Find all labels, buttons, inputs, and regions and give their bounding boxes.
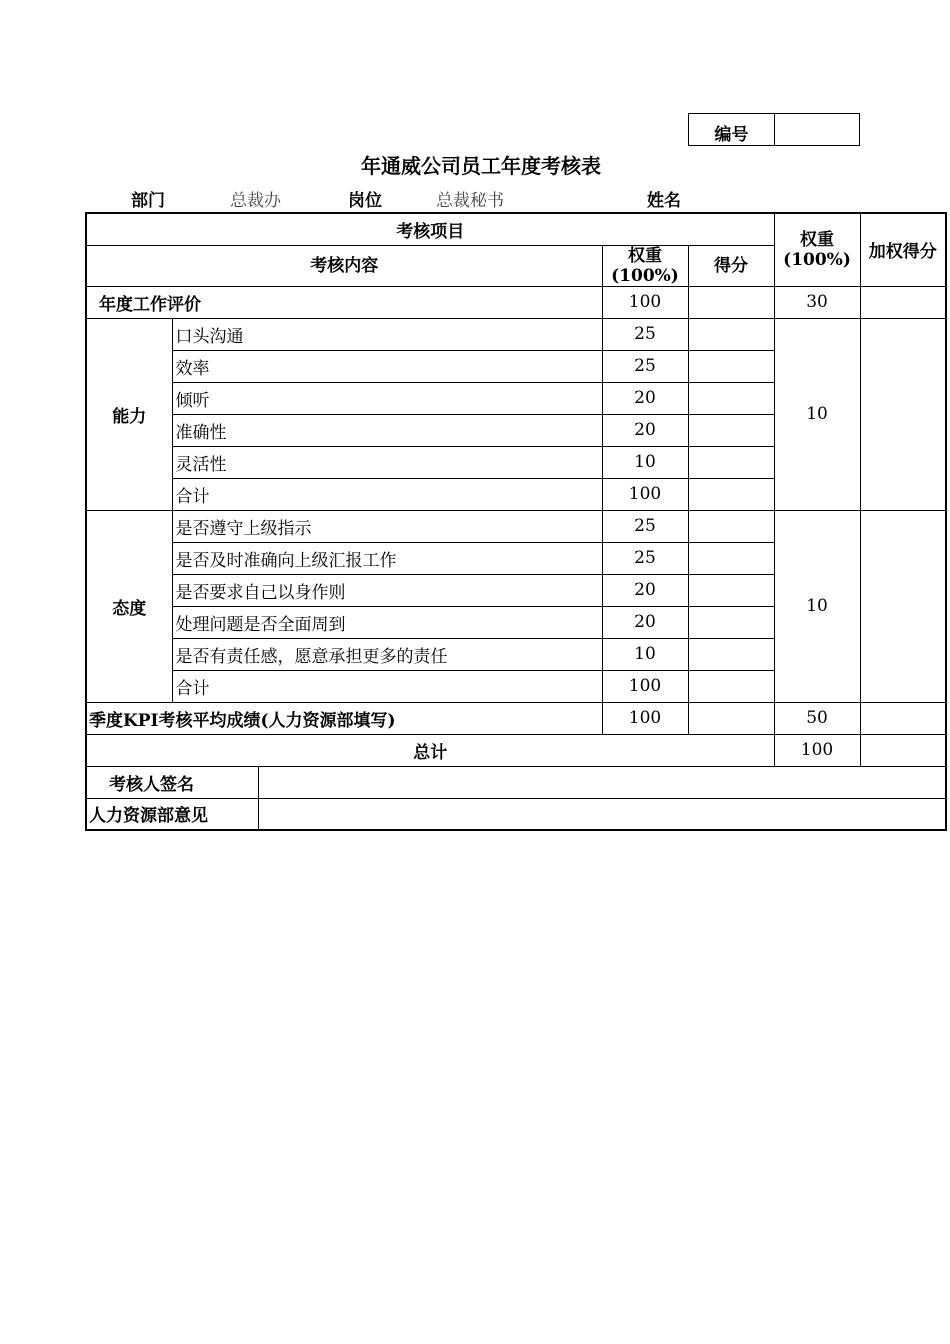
attitude-item-label: 合计 bbox=[172, 670, 602, 702]
header-group-weight-l2: (100%) bbox=[783, 249, 851, 270]
ability-item-score-cell[interactable] bbox=[688, 350, 774, 382]
attitude-item-label: 是否及时准确向上级汇报工作 bbox=[172, 542, 602, 574]
reviewer-signature-field[interactable] bbox=[258, 766, 946, 798]
ability-category-label: 能力 bbox=[86, 318, 172, 510]
header-row-1 bbox=[86, 213, 946, 245]
ability-item-label: 口头沟通 bbox=[172, 318, 602, 350]
ability-item-weight: 25 bbox=[602, 350, 688, 382]
ability-item-weight: 20 bbox=[602, 382, 688, 414]
header-weight-l2: (100%) bbox=[611, 265, 679, 286]
total-weighted-cell[interactable] bbox=[860, 734, 946, 766]
ability-item-label: 准确性 bbox=[172, 414, 602, 446]
attitude-item-weight: 20 bbox=[602, 606, 688, 638]
total-label: 总计 bbox=[86, 734, 774, 766]
reviewer-row bbox=[86, 766, 946, 798]
attitude-item-label: 是否要求自己以身作则 bbox=[172, 574, 602, 606]
annual-label: 年度工作评价 bbox=[86, 286, 602, 318]
header-group-weight bbox=[774, 213, 860, 286]
dept-label: 部门 bbox=[131, 191, 165, 211]
position-value: 总裁秘书 bbox=[436, 191, 504, 211]
ability-item-label: 效率 bbox=[172, 350, 602, 382]
kpi-label: 季度KPI考核平均成绩(人力资源部填写) bbox=[86, 702, 602, 734]
kpi-group-weight: 50 bbox=[774, 702, 860, 734]
attitude-item-weight: 10 bbox=[602, 638, 688, 670]
header-weighted-score: 加权得分 bbox=[860, 213, 946, 286]
annual-row bbox=[86, 286, 946, 318]
code-box bbox=[688, 113, 860, 146]
code-label: 编号 bbox=[689, 114, 775, 145]
annual-group-weight: 30 bbox=[774, 286, 860, 318]
attitude-item-weight: 25 bbox=[602, 542, 688, 574]
name-label: 姓名 bbox=[647, 191, 681, 211]
header-score: 得分 bbox=[688, 245, 774, 286]
attitude-item-weight: 20 bbox=[602, 574, 688, 606]
total-row bbox=[86, 734, 946, 766]
attitude-category-label: 态度 bbox=[86, 510, 172, 702]
attitude-group-weight: 10 bbox=[774, 510, 860, 702]
ability-item-label: 倾听 bbox=[172, 382, 602, 414]
attitude-item-score-cell[interactable] bbox=[688, 574, 774, 606]
ability-item-weight: 10 bbox=[602, 446, 688, 478]
ability-item-label: 灵活性 bbox=[172, 446, 602, 478]
header-group-weight-l1: 权重 bbox=[800, 229, 835, 250]
header-weight bbox=[602, 245, 688, 286]
attitude-item-score-cell[interactable] bbox=[688, 670, 774, 702]
attitude-item-label: 是否遵守上级指示 bbox=[172, 510, 602, 542]
hr-opinion-field[interactable] bbox=[258, 798, 946, 830]
attitude-item-weight: 100 bbox=[602, 670, 688, 702]
kpi-weight: 100 bbox=[602, 702, 688, 734]
attitude-row bbox=[86, 510, 946, 542]
ability-item-score-cell[interactable] bbox=[688, 382, 774, 414]
ability-item-weight: 20 bbox=[602, 414, 688, 446]
annual-weight: 100 bbox=[602, 286, 688, 318]
attitude-item-weight: 25 bbox=[602, 510, 688, 542]
dept-value: 总裁办 bbox=[230, 191, 281, 211]
annual-weighted-cell[interactable] bbox=[860, 286, 946, 318]
attitude-item-score-cell[interactable] bbox=[688, 542, 774, 574]
ability-row bbox=[86, 318, 946, 350]
hr-opinion-label: 人力资源部意见 bbox=[86, 798, 258, 830]
attitude-item-score-cell[interactable] bbox=[688, 606, 774, 638]
attitude-weighted-cell[interactable] bbox=[860, 510, 946, 702]
attitude-item-score-cell[interactable] bbox=[688, 638, 774, 670]
ability-item-score-cell[interactable] bbox=[688, 478, 774, 510]
ability-item-weight: 100 bbox=[602, 478, 688, 510]
code-value-field[interactable] bbox=[775, 114, 859, 145]
header-weight-l1: 权重 bbox=[628, 245, 662, 266]
position-label: 岗位 bbox=[348, 191, 382, 211]
ability-item-score-cell[interactable] bbox=[688, 414, 774, 446]
header-item: 考核项目 bbox=[86, 213, 774, 245]
total-value: 100 bbox=[774, 734, 860, 766]
annual-score-cell[interactable] bbox=[688, 286, 774, 318]
ability-weighted-cell[interactable] bbox=[860, 318, 946, 510]
kpi-score-cell[interactable] bbox=[688, 702, 774, 734]
assessment-table bbox=[85, 212, 947, 831]
kpi-weighted-cell[interactable] bbox=[860, 702, 946, 734]
attitude-item-label: 是否有责任感，愿意承担更多的责任 bbox=[172, 638, 602, 670]
ability-item-score-cell[interactable] bbox=[688, 446, 774, 478]
kpi-row bbox=[86, 702, 946, 734]
ability-group-weight: 10 bbox=[774, 318, 860, 510]
attitude-item-label: 处理问题是否全面周到 bbox=[172, 606, 602, 638]
ability-item-label: 合计 bbox=[172, 478, 602, 510]
attitude-item-score-cell[interactable] bbox=[688, 510, 774, 542]
header-content: 考核内容 bbox=[86, 245, 602, 286]
hr-opinion-row bbox=[86, 798, 946, 830]
page-title: 年通威公司员工年度考核表 bbox=[361, 154, 601, 178]
ability-item-score-cell[interactable] bbox=[688, 318, 774, 350]
reviewer-label: 考核人签名 bbox=[86, 766, 258, 798]
ability-item-weight: 25 bbox=[602, 318, 688, 350]
